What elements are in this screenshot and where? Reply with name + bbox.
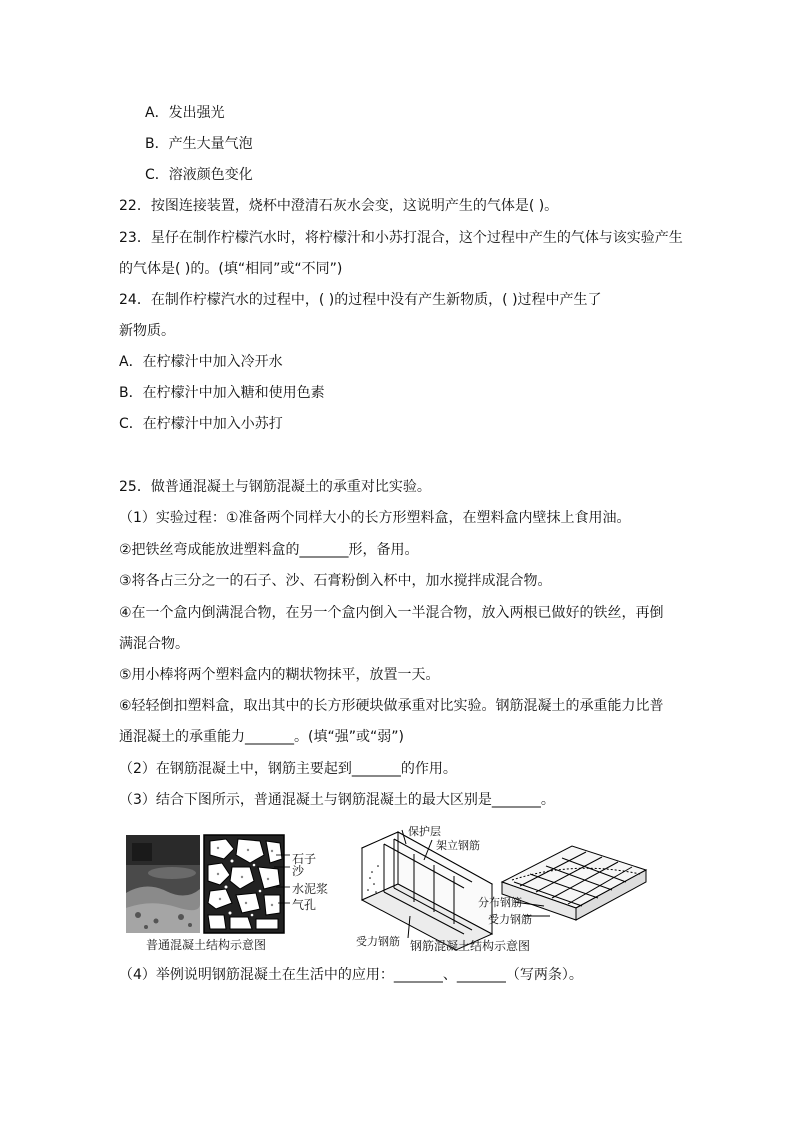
reinforced-concrete-caption: 钢筋混凝土结构示意图	[410, 939, 531, 953]
q25-step1: （1）实验过程：①准备两个同样大小的长方形塑料盒，在塑料盒内壁抹上食用油。	[119, 510, 631, 526]
q24-option-b: B．在柠檬汁中加入糖和使用色素	[119, 385, 325, 401]
question-22: 22．按图连接装置，烧杯中澄清石灰水会变，这说明产生的气体是( )。	[119, 198, 559, 214]
q21-option-c: C．溶液颜色变化	[145, 167, 253, 183]
label-sand: 沙	[292, 864, 305, 878]
q21-option-b: B．产生大量气泡	[145, 136, 253, 152]
question-25-title: 25．做普通混凝土与钢筋混凝土的承重对比实验。	[119, 479, 431, 495]
label-distribution-bar: 分布钢筋	[478, 896, 522, 909]
reinforced-slab-diagram	[502, 846, 646, 920]
question-23-line2: 的气体是( )的。(填“相同”或“不同”)	[119, 261, 343, 277]
q24-option-a: A．在柠檬汁中加入冷开水	[119, 354, 283, 370]
q25-step3: ③将各占三分之一的石子、沙、石膏粉倒入杯中，加水搅拌成混合物。	[119, 573, 552, 589]
concrete-photo	[126, 835, 200, 933]
q25-step4-line2: 满混合物。	[119, 636, 189, 652]
label-main-bar-beam: 受力钢筋	[356, 935, 400, 948]
q25-part4: （4）举例说明钢筋混凝土在生活中的应用：_______、_______（写两条）。	[119, 967, 583, 983]
concrete-cross-section	[204, 835, 290, 933]
label-stone: 石子	[292, 852, 317, 866]
q21-option-a: A．发出强光	[145, 105, 225, 121]
question-24-line1: 24．在制作柠檬汽水的过程中，( )的过程中没有产生新物质，( )过程中产生了	[119, 292, 602, 308]
question-24-line2: 新物质。	[119, 323, 175, 339]
q25-part2: （2）在钢筋混凝土中，钢筋主要起到_______的作用。	[119, 761, 457, 777]
label-main-bar-slab: 受力钢筋	[488, 913, 532, 926]
label-protective-layer: 保护层	[408, 825, 441, 838]
q25-step6-line1: ⑥轻轻倒扣塑料盒，取出其中的长方形硬块做承重对比实验。钢筋混凝土的承重能力比普	[119, 698, 664, 714]
q25-part3: （3）结合下图所示，普通混凝土与钢筋混凝土的最大区别是_______。	[119, 792, 555, 808]
q25-step4-line1: ④在一个盒内倒满混合物，在另一个盒内倒入一半混合物，放入两根已做好的铁丝，再倒	[119, 605, 664, 621]
q25-step6-line2: 通混凝土的承重能力_______。(填“强”或“弱”)	[119, 729, 404, 745]
reinforced-concrete-figure	[354, 822, 654, 957]
question-23-line1: 23．星仔在制作柠檬汽水时，将柠檬汁和小苏打混合，这个过程中产生的气体与该实验产生	[119, 230, 683, 246]
q24-option-c: C．在柠檬汁中加入小苏打	[119, 416, 283, 432]
ordinary-concrete-caption: 普通混凝土结构示意图	[146, 938, 267, 952]
label-air-hole: 气孔	[292, 898, 317, 912]
label-cement-paste: 水泥浆	[292, 882, 329, 896]
label-erection-bar: 架立钢筋	[436, 839, 480, 852]
q25-step5: ⑤用小棒将两个塑料盒内的糊状物抹平，放置一天。	[119, 667, 440, 683]
ordinary-concrete-figure	[126, 833, 334, 957]
q25-step2: ②把铁丝弯成能放进塑料盒的_______形，备用。	[119, 542, 419, 558]
